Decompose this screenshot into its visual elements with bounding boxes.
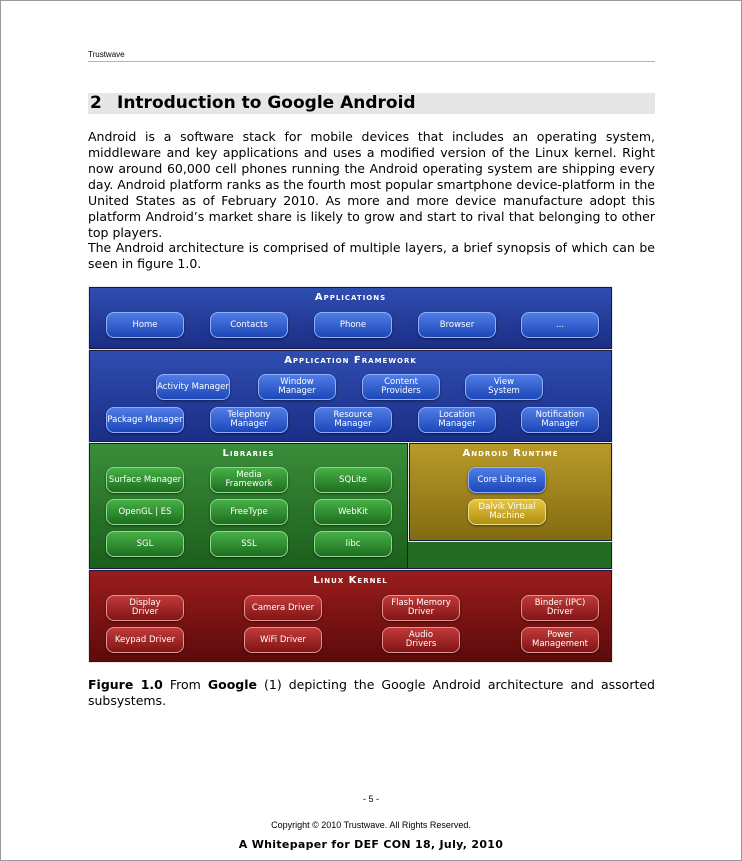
caption-label: Figure 1.0: [88, 677, 163, 692]
kernel-binder-ipc-driver: Binder (IPC) Driver: [521, 595, 599, 621]
kernel-camera-driver: Camera Driver: [244, 595, 322, 621]
android-architecture-diagram: [88, 286, 613, 663]
lib-ssl: SSL: [210, 531, 288, 557]
applications-layer: [89, 287, 612, 349]
app-phone: Phone: [314, 312, 392, 338]
fw-view-system: View System: [465, 374, 543, 400]
kernel-layer: [89, 570, 612, 662]
section-number: 2: [90, 93, 102, 113]
architecture-paragraph: The Android architecture is comprised of multiple layers, a brief synopsis of which can be seen in figure 1.0.: [88, 240, 655, 271]
fw-window-manager: Window Manager: [258, 374, 336, 400]
header-org: Trustwave: [88, 50, 125, 59]
runtime-core-libraries: Core Libraries: [468, 467, 546, 493]
caption-text: (1) depicting the Google Android architecture and assorted subsystems.: [88, 677, 655, 708]
runtime-title: Android Runtime: [462, 448, 559, 459]
kernel-flash-memory-driver: Flash Memory Driver: [382, 595, 460, 621]
app-more: ...: [521, 312, 599, 338]
kernel-audio-drivers: Audio Drivers: [382, 627, 460, 653]
kernel-power-management: Power Management: [521, 627, 599, 653]
fw-location-manager: Location Manager: [418, 407, 496, 433]
section-heading: [88, 93, 655, 114]
runtime-layer: [409, 443, 612, 541]
figure-caption: [88, 677, 655, 709]
fw-package-manager: Package Manager: [106, 407, 184, 433]
lib-opengl-es: OpenGL | ES: [106, 499, 184, 525]
framework-layer: [89, 350, 612, 442]
kernel-wifi-driver: WiFi Driver: [244, 627, 322, 653]
lib-webkit: WebKit: [314, 499, 392, 525]
fw-activity-manager: Activity Manager: [156, 374, 230, 400]
kernel-title: Linux Kernel: [313, 575, 388, 586]
app-contacts: Contacts: [210, 312, 288, 338]
page-number: - 5 -: [362, 794, 379, 804]
app-browser: Browser: [418, 312, 496, 338]
lib-freetype: FreeType: [210, 499, 288, 525]
lib-media-framework: Media Framework: [210, 467, 288, 493]
fw-telephony-manager: Telephony Manager: [210, 407, 288, 433]
footer-title: A Whitepaper for DEF CON 18, July, 2010: [238, 838, 504, 851]
copyright: Copyright © 2010 Trustwave. All Rights Reserved.: [271, 820, 471, 830]
intro-paragraph: Android is a software stack for mobile devices that includes an operating system, middleware and key applications and uses a modified version of the Linux kernel. Right now around 60,000 cell phones running the Android operating system are shipping every day. Android platform ranks as the fourth most popular smartphone device-platform in the United States as of February 2010. As more and more device manufacture adopt this platform Android’s market share is likely to grow and start to rival that belonging to other top players.: [88, 129, 655, 240]
libraries-layer: [89, 443, 408, 569]
caption-from: From: [169, 677, 201, 692]
header-rule: [88, 61, 655, 62]
framework-title: Application Framework: [284, 355, 417, 366]
caption-source: Google: [207, 677, 258, 692]
lib-sgl: SGL: [106, 531, 184, 557]
runtime-dalvik-vm: Dalvik Virtual Machine: [468, 499, 546, 525]
lib-sqlite: SQLite: [314, 467, 392, 493]
lib-surface-manager: Surface Manager: [106, 467, 184, 493]
applications-title: Applications: [314, 292, 387, 303]
libraries-title: Libraries: [222, 448, 275, 459]
fw-content-providers: Content Providers: [362, 374, 440, 400]
fw-resource-manager: Resource Manager: [314, 407, 392, 433]
lib-libc: libc: [314, 531, 392, 557]
kernel-keypad-driver: Keypad Driver: [106, 627, 184, 653]
kernel-display-driver: Display Driver: [106, 595, 184, 621]
section-title: Introduction to Google Android: [117, 93, 416, 113]
fw-notification-manager: Notification Manager: [521, 407, 599, 433]
app-home: Home: [106, 312, 184, 338]
